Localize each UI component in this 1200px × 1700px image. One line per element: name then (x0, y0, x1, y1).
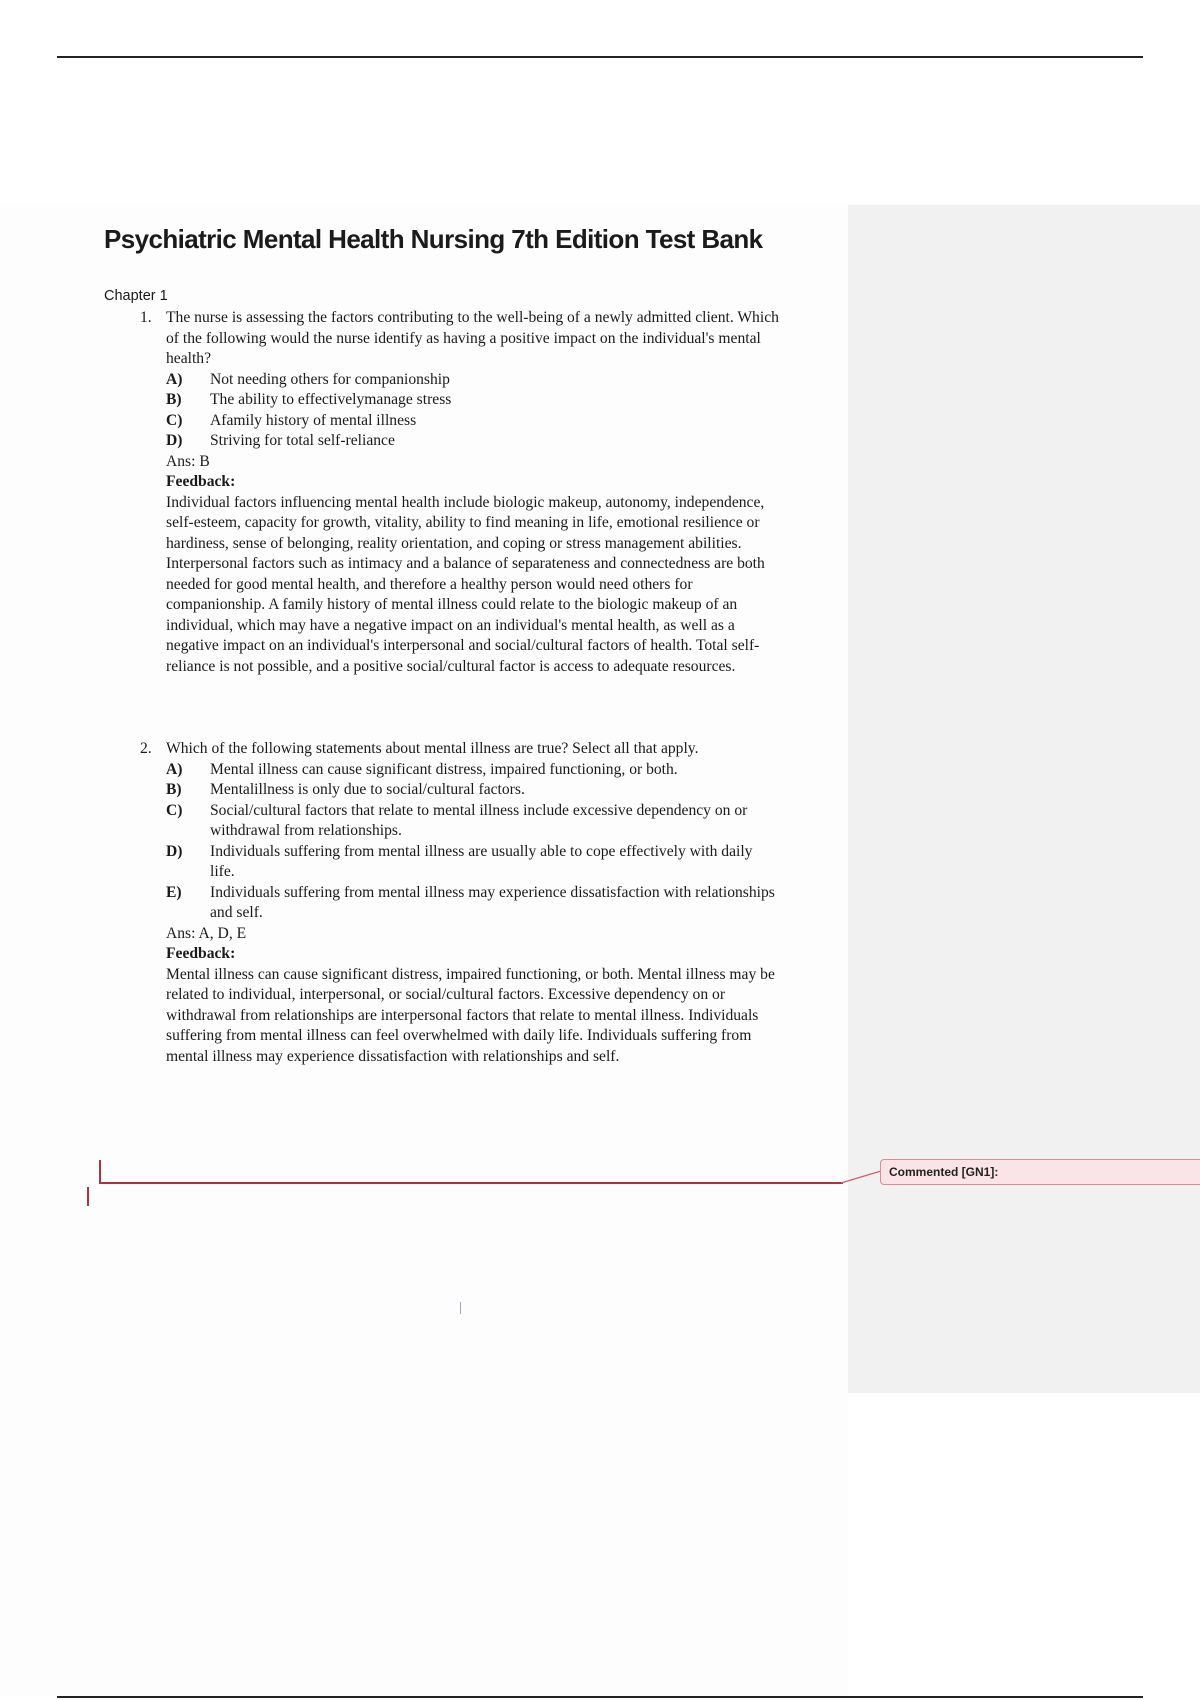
question-text: Which of the following statements about mental illness are true? Select all that apply. (166, 740, 699, 757)
feedback-text: Individual factors influencing mental health include biologic makeup, autonomy, independence, self-esteem, capacity for growth, vitality, ability to find meaning in life, emotional resilience or hardiness, sense of belonging, reality orientation, and coping or stress management abilities. Interpersonal factors such as intimacy and a balance of separateness and connectedness are both needed for good mental health, and therefore a healthy person would need others for companionship. A family history of mental illness could relate to the biologic makeup of an individual, which may have a negative impact on an individual's mental health, as well as a negative impact on an individual's interpersonal and social/cultural factors of health. Total self-reliance is not possible, and a positive social/cultural factor is access to adequate resources. (166, 493, 765, 675)
option-c (166, 411, 780, 432)
option-letter: C) (166, 411, 183, 429)
option-text: Mentalillness is only due to social/cultural factors. (210, 781, 525, 798)
option-text: Individuals suffering from mental illness may experience dissatisfaction with relationships and self. (210, 883, 775, 921)
question-1 (140, 308, 780, 677)
option-letter: D) (166, 842, 183, 860)
question-text: The nurse is assessing the factors contributing to the well-being of a newly admitted client. Which of the following would the nurse identify as having a positive impact on the individual's mental health? (166, 309, 779, 367)
option-c (166, 801, 780, 842)
comment-anchor-tick (99, 1160, 101, 1182)
option-text: Individuals suffering from mental illness are usually able to cope effectively with daily life. (210, 842, 753, 880)
question-stem (140, 739, 780, 760)
option-d (166, 842, 780, 883)
option-a (166, 370, 780, 391)
comment-anchor-line (99, 1182, 843, 1184)
option-letter: A) (166, 370, 183, 388)
question-2 (140, 739, 780, 1067)
feedback-label: Feedback: (166, 473, 236, 490)
comment-balloon[interactable] (880, 1159, 1200, 1185)
comment-author-label: Commented [GN1]: (889, 1165, 999, 1179)
option-text: Striving for total self-reliance (210, 432, 395, 449)
option-letter: E) (166, 883, 182, 901)
option-letter: B) (166, 391, 182, 408)
option-a (166, 760, 780, 781)
question-number: 1. (140, 309, 152, 326)
option-text: Afamily history of mental illness (210, 411, 417, 429)
text-cursor (460, 1302, 461, 1314)
option-b (166, 390, 780, 411)
header-rule (57, 56, 1143, 58)
feedback-label: Feedback: (166, 945, 236, 962)
answer-options (166, 370, 780, 452)
option-text: Social/cultural factors that relate to mental illness include excessive dependency on or withdrawal from relationships. (210, 801, 748, 839)
question-number: 2. (140, 740, 152, 757)
footer-rule (57, 1696, 1143, 1698)
question-stem (140, 308, 780, 370)
answer-options (166, 760, 780, 924)
feedback-text: Mental illness can cause significant distress, impaired functioning, or both. Mental illness may be related to individual, interpersonal, or social/cultural factors. Excessive dependency on or withdrawal from relationships are interpersonal factors that relate to mental illness. Individuals suffering from mental illness can feel overwhelmed with daily life. Individuals suffering from mental illness may experience dissatisfaction with relationships and self. (166, 965, 775, 1065)
comment-pane (848, 205, 1200, 1393)
option-letter: A) (166, 760, 183, 778)
option-text: Mental illness can cause significant distress, impaired functioning, or both. (210, 760, 678, 778)
option-text: The ability to effectivelymanage stress (210, 391, 452, 408)
chapter-heading: Chapter 1 (104, 288, 168, 304)
option-d (166, 431, 780, 452)
answer-key: Ans: B (166, 452, 210, 470)
option-text: Not needing others for companionship (210, 370, 450, 388)
option-b (166, 780, 780, 801)
option-letter: B) (166, 781, 182, 798)
comment-connector (840, 1168, 882, 1186)
comment-anchor-tick-left (87, 1187, 89, 1206)
option-e (166, 883, 780, 924)
answer-key: Ans: A, D, E (166, 924, 247, 942)
option-letter: C) (166, 801, 183, 819)
document-title: Psychiatric Mental Health Nursing 7th Edition Test Bank (104, 224, 763, 254)
option-letter: D) (166, 432, 183, 449)
